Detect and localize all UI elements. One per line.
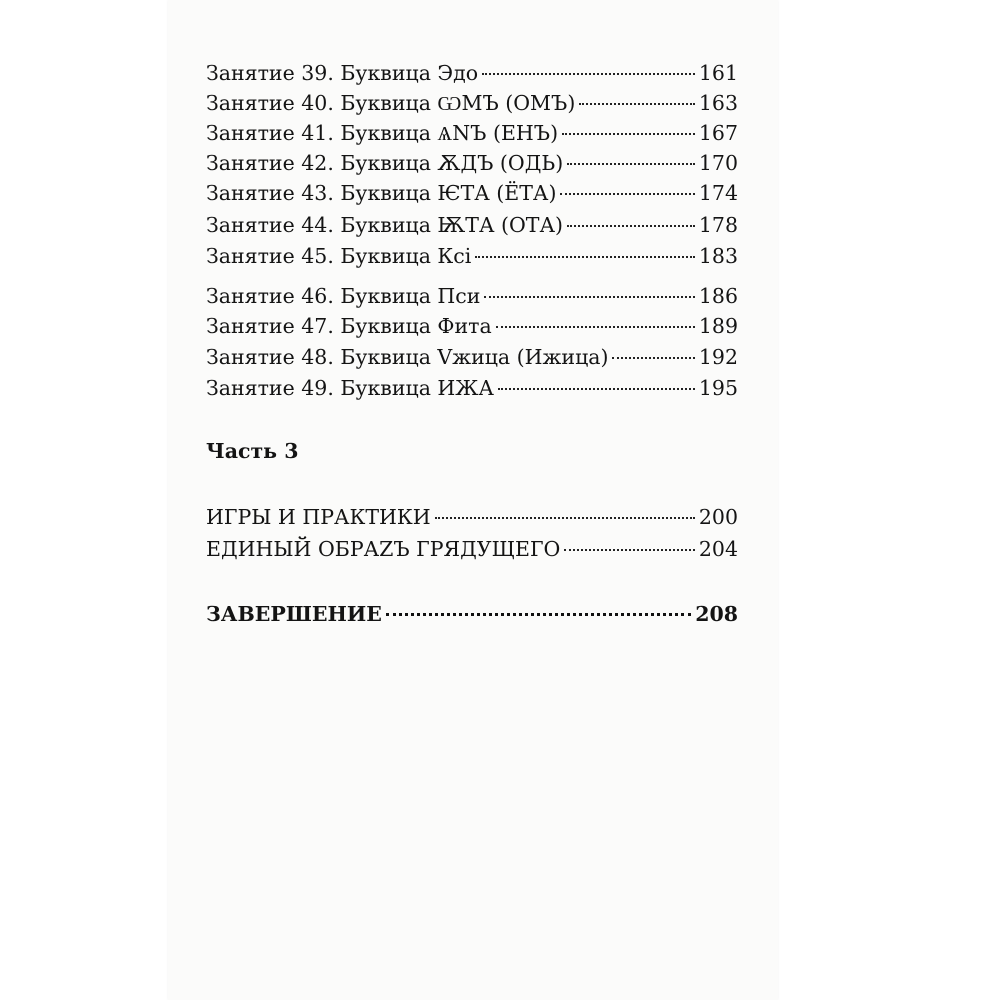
dot-leader (435, 516, 695, 519)
toc-entry-page: 186 (698, 284, 738, 308)
dot-leader (386, 612, 691, 616)
toc-entry-page: 174 (698, 181, 738, 205)
toc-entry-page: 183 (698, 244, 738, 268)
toc-entry-lesson-46 (206, 281, 738, 311)
toc-entry-lesson-43 (206, 178, 738, 208)
toc-entry-title: Занятие 46. Буквица Пси (206, 284, 481, 308)
toc-entry-page: 170 (698, 151, 738, 175)
toc-entry-unified-image (206, 534, 738, 564)
toc-entry-games-practices (206, 502, 738, 532)
toc-entry-page: 200 (698, 505, 738, 529)
dot-leader (496, 325, 695, 328)
dot-leader (567, 162, 695, 165)
toc-entry-title: Занятие 45. Буквица Ксі (206, 244, 472, 268)
toc-entry-title: ЕДИНЫЙ ОБРАZЪ ГРЯДУЩЕГО (206, 537, 561, 561)
dot-leader (498, 387, 695, 390)
toc-entry-lesson-41 (206, 118, 738, 148)
toc-entry-title: Занятие 40. Буквица ѠМЪ (ОМЪ) (206, 91, 576, 115)
toc-entry-page: 163 (698, 91, 738, 115)
toc-entry-lesson-47 (206, 311, 738, 341)
toc-entry-lesson-39 (206, 58, 738, 88)
dot-leader (482, 72, 695, 75)
toc-entry-title: ЗАВЕРШЕНИЕ (206, 602, 382, 626)
toc-entry-page: 167 (698, 121, 738, 145)
toc-entry-conclusion (206, 599, 738, 629)
toc-entry-page: 204 (698, 537, 738, 561)
dot-leader (562, 132, 695, 135)
toc-entry-page: 192 (698, 345, 738, 369)
toc-entry-title: Занятие 41. Буквица ѦNЪ (ЕНЪ) (206, 121, 559, 145)
toc-entry-lesson-48 (206, 342, 738, 372)
part-3-heading: Часть 3 (206, 439, 299, 463)
toc-entry-title: Занятие 43. Буквица ѤТА (ЁТА) (206, 181, 557, 205)
dot-leader (560, 192, 694, 195)
toc-entry-lesson-40 (206, 88, 738, 118)
dot-leader (612, 356, 694, 359)
toc-entry-page: 178 (698, 213, 738, 237)
dot-leader (564, 548, 695, 551)
toc-entry-page: 161 (698, 61, 738, 85)
toc-entry-page: 189 (698, 314, 738, 338)
dot-leader (579, 102, 695, 105)
toc-entry-lesson-45 (206, 241, 738, 271)
dot-leader (567, 224, 695, 227)
toc-entry-title: Занятие 44. Буквица ѬТА (ОТА) (206, 213, 563, 237)
dot-leader (484, 295, 694, 298)
toc-entry-title: Занятие 39. Буквица Эдо (206, 61, 479, 85)
toc-entry-lesson-44 (206, 210, 738, 240)
toc-entry-title: Занятие 42. Буквица ѪДЪ (ОДЬ) (206, 151, 564, 175)
toc-entry-lesson-42 (206, 148, 738, 178)
dot-leader (475, 255, 695, 258)
toc-entry-page: 195 (698, 376, 738, 400)
toc-entry-page: 208 (695, 602, 738, 626)
toc-entry-title: Занятие 48. Буквица Vжица (Ижица) (206, 345, 609, 369)
toc-entry-title: ИГРЫ И ПРАКТИКИ (206, 505, 431, 529)
toc-entry-title: Занятие 47. Буквица Фита (206, 314, 492, 338)
toc-entry-lesson-49 (206, 373, 738, 403)
toc-entry-title: Занятие 49. Буквица ИЖА (206, 376, 494, 400)
